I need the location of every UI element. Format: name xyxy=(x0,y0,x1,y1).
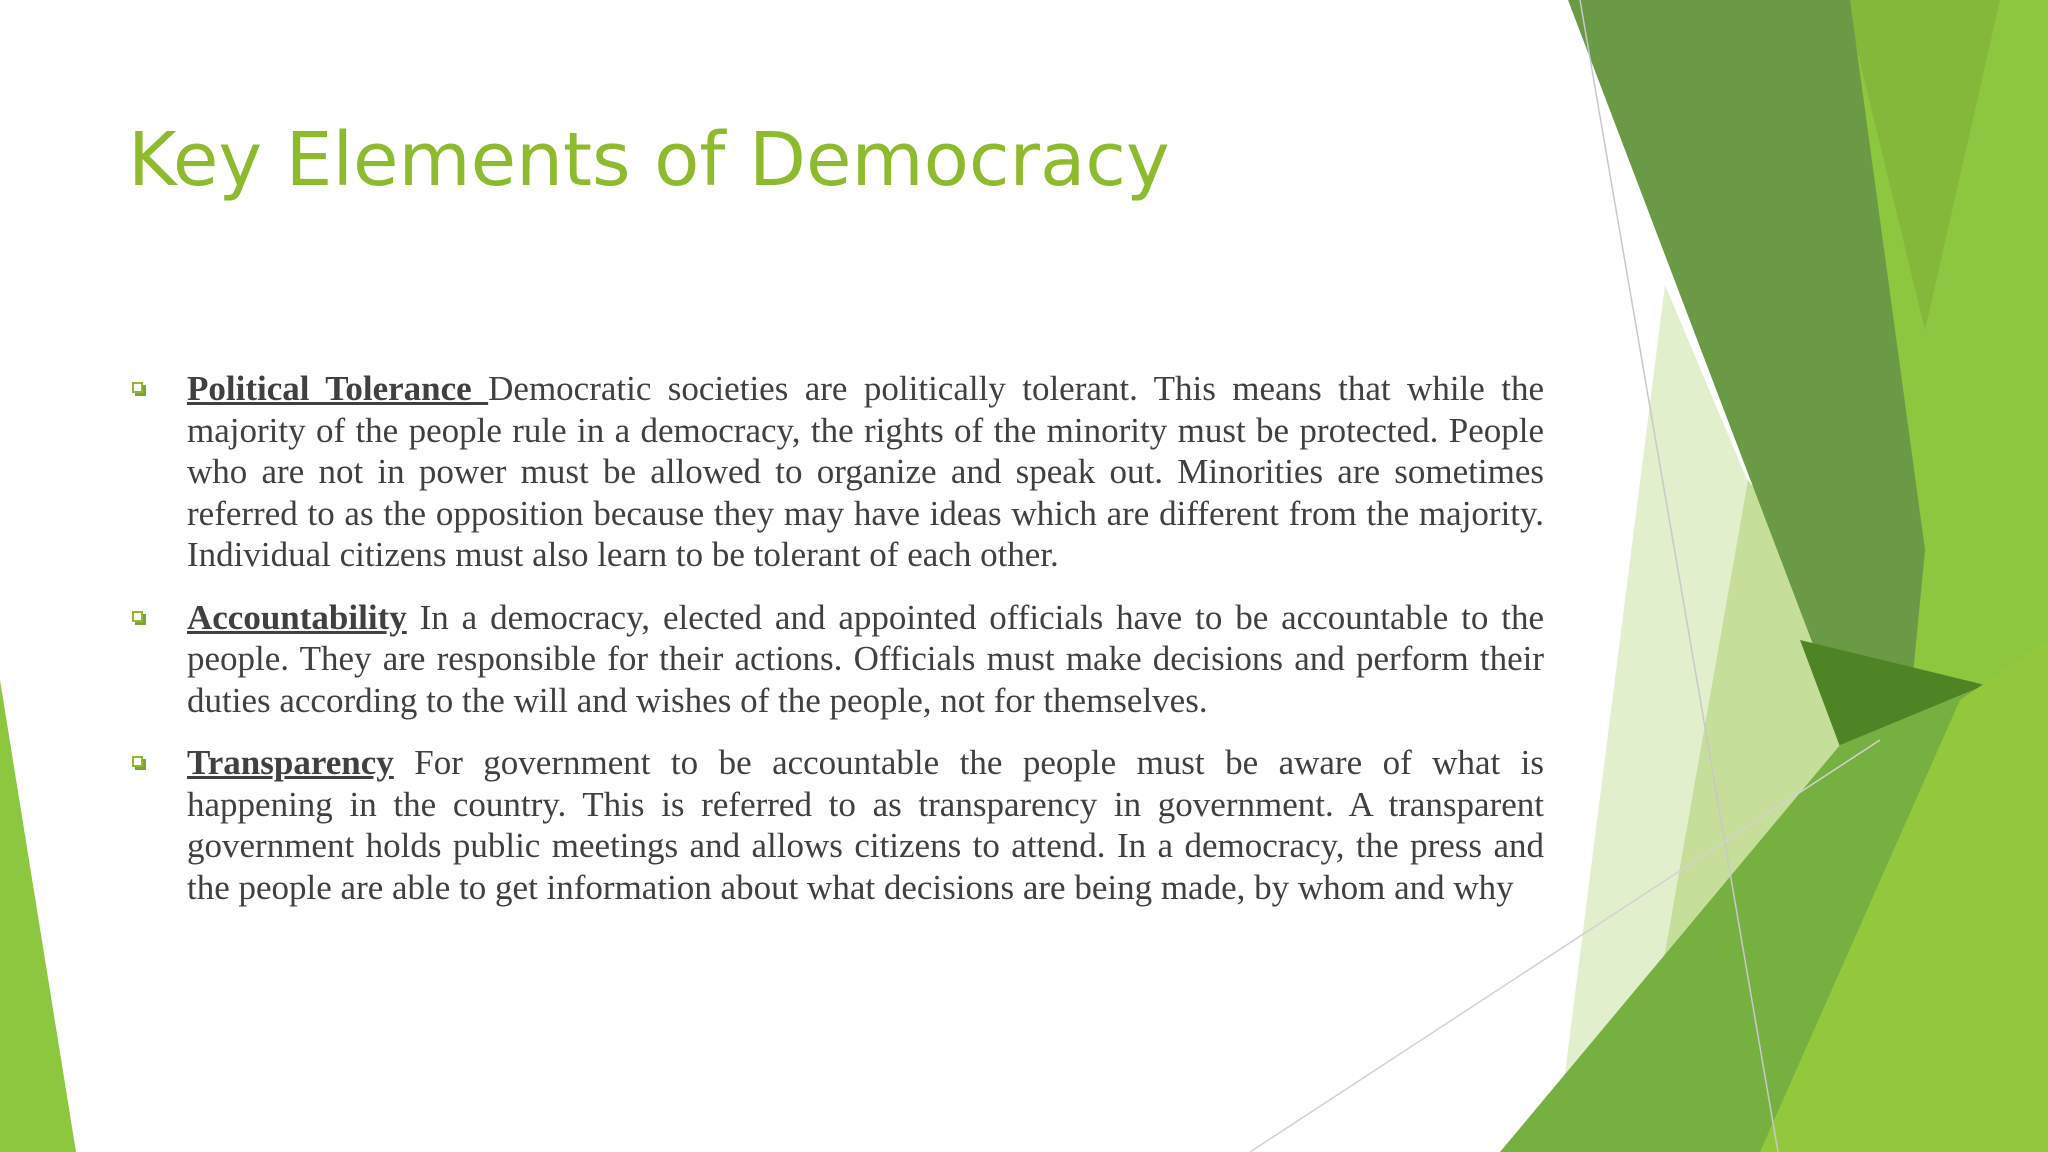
bullet-list xyxy=(128,368,1544,929)
bullet-text: For government to be accountable the people must be aware of what is happening in the country. This is referred to as transparency in government. A transparent government holds public meetings and allows citizens to attend. In a democracy, the press and the people are able to get information about what decisions are being made, by whom and why xyxy=(187,743,1544,907)
bullet-political-tolerance xyxy=(128,368,1544,576)
hollow-square-bullet-icon xyxy=(132,382,143,393)
bullet-accountability xyxy=(128,597,1544,722)
slide-title: Key Elements of Democracy xyxy=(128,117,1170,203)
bullet-term: Political Tolerance xyxy=(187,369,489,408)
bullet-transparency xyxy=(128,742,1544,908)
bullet-term: Accountability xyxy=(187,597,407,637)
bullet-text: In a democracy, elected and appointed officials have to be accountable to the people. They are responsible for their actions. Officials must make decisions and perform their duties according to the will and wishes of the people, not for themselves. xyxy=(187,597,1544,720)
bullet-text: Democratic societies are politically tolerant. This means that while the majority of the people rule in a democracy, the rights of the minority must be protected. People who are not in power must be allowed to organize and speak out. Minorities are sometimes referred to as the opposition because they may have ideas which are different from the majority. Individual citizens must also learn to be tolerant of each other. xyxy=(187,369,1544,574)
bullet-term: Transparency xyxy=(187,743,394,782)
left-green-sliver xyxy=(0,680,76,1152)
hollow-square-bullet-icon xyxy=(132,756,143,767)
hollow-square-bullet-icon xyxy=(132,611,143,622)
